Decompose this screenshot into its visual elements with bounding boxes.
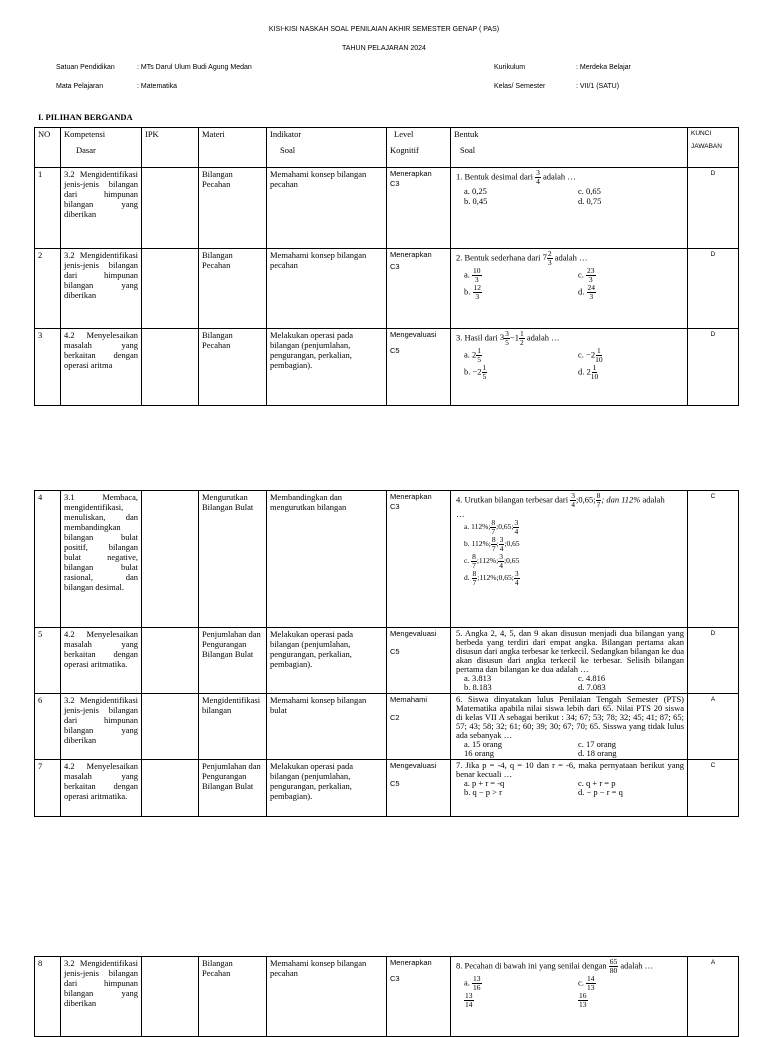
question-text: 3. Hasil dari (456, 332, 498, 343)
option-b: b. 0,45 (464, 196, 488, 206)
option-c: c. $\frac{8}{7}$ ;112%; $\frac{3}{4}$ ;0,65 (464, 552, 520, 570)
option-c: c. q + r = p (578, 778, 616, 788)
row-no: 3 (35, 329, 61, 406)
fraction: $\frac{3}{4}$ (536, 168, 540, 186)
answer-options (454, 519, 684, 587)
answer-key: C (688, 760, 739, 817)
document-subtitle: TAHUN PELAJARAN 2024 (342, 45, 426, 52)
row-kompetensi: 3.1 Membaca, mengidentifikasi, menuliskan, dan membandingkan bilangan bulat positif, bilangan bulat negative, bilangan bulat rasional, dan bilangan desimal. (61, 491, 142, 628)
option-a: a. $\frac{10}{3}$ (464, 266, 481, 284)
satuan-value: : MTs Darul Ulum Budi Agung Medan (137, 64, 252, 71)
level-name: Mengevaluasi (390, 761, 437, 770)
option-a: a. 112%; $\frac{8}{7}$ ;0,65; $\frac{3}{4}$ (464, 518, 519, 536)
answer-options (454, 674, 684, 692)
operator: −1 (509, 332, 519, 343)
row-question (451, 249, 688, 329)
row-indikator: Memahami konsep bilangan pecahan (267, 249, 387, 329)
table-row (35, 491, 739, 628)
answer-key: D (688, 168, 739, 249)
table-row (35, 760, 739, 817)
option-a: a. 15 orang (464, 739, 503, 749)
row-ipk (142, 168, 199, 249)
level-code: C3 (390, 502, 400, 511)
row-materi: Bilangan Pecahan (199, 249, 267, 329)
col-level-header (387, 128, 451, 168)
question-stem (454, 958, 684, 975)
row-kompetensi: 4.2 Menyelesaikan masalah yang berkaitan dengan operasi aritmatika. (61, 760, 142, 817)
row-kompetensi: 3.2 Mengidentifikasi jenis-jenis bilangan dari himpunan bilangan yang diberikan (61, 957, 142, 1037)
kisi-table-part-2 (34, 490, 739, 817)
option-a: a. 0,25 (464, 186, 487, 196)
col-ipk-header: IPK (142, 128, 199, 168)
col-indikator-header (267, 128, 387, 168)
kurikulum-label: Kurikulum (494, 64, 526, 71)
answer-options (454, 186, 684, 206)
level-code: C5 (390, 346, 400, 355)
row-no: 8 (35, 957, 61, 1037)
question-suffix: adalah … (542, 171, 576, 182)
answer-options (454, 975, 684, 1009)
table-header-row (35, 128, 739, 168)
answer-key: A (688, 957, 739, 1037)
table-row (35, 329, 739, 406)
row-level (387, 491, 451, 628)
option-c: c. 0,65 (578, 186, 601, 196)
question-text: 7. Jika p = -4, q = 10 dan r = -6, maka pernyataan berikut yang benar kecuali … (456, 760, 684, 779)
indikator-soal-label: Soal (280, 145, 296, 155)
level-code: C5 (390, 779, 400, 788)
option-b: $\frac{13}{14}$ (465, 991, 473, 1009)
mapel-label: Mata Pelajaran (56, 83, 104, 90)
option-b: b. −2 $\frac{1}{5}$ (464, 363, 487, 381)
question-text: 5. Angka 2, 4, 5, dan 9 akan disusun menjadi dua bilangan yang berbeda yang terdiri dari empat angka. Bilangan pertama akan disusun dari angka terbesar ke terkecil. Sedangkan bilangan ke dua akan disusun dari angka terkecil ke terbesar. Selisih bilangan pertama dan bilangan ke dua adalah … (456, 628, 685, 674)
row-question (451, 168, 688, 249)
row-materi: Bilangan Pecahan (199, 957, 267, 1037)
option-c: c. 17 orang (578, 739, 617, 749)
row-indikator: Memahami konsep bilangan pecahan (267, 957, 387, 1037)
table-row (35, 957, 739, 1037)
row-kompetensi: 3.2 Mengidentifikasi jenis-jenis bilangan dari himpunan bilangan yang diberikan (61, 694, 142, 760)
row-materi: Bilangan Pecahan (199, 329, 267, 406)
answer-options (454, 267, 684, 301)
level-name: Memahami (390, 695, 428, 704)
option-b: 16 orang (464, 748, 494, 758)
col-materi-header: Materi (199, 128, 267, 168)
question-stem: 4. Urutkan bilangan terbesar dari $\frac{3}{4}$ ;0,65; $\frac{8}{7}$ ; dan 112% adalah … (456, 491, 665, 519)
row-indikator: Melakukan operasi pada bilangan (penjumlahan, pengurangan, perkalian, pembagian). (267, 628, 387, 694)
kelas-value: : VII/1 (SATU) (576, 83, 620, 90)
col-kompetensi-header (61, 128, 142, 168)
question-stem (454, 250, 684, 267)
question-stem (454, 330, 684, 347)
row-materi: Mengidentifikasi bilangan (199, 694, 267, 760)
level-code: C3 (390, 262, 400, 271)
row-indikator: Melakukan operasi pada bilangan (penjumlahan, pengurangan, perkalian, pembagian). (267, 329, 387, 406)
level-label: Level (394, 129, 414, 139)
option-d: d. $\frac{8}{7}$ ;112%;0,65; $\frac{3}{4}$ (464, 569, 519, 587)
row-materi: Penjumlahan dan Pengurangan Bilangan Bulat (199, 628, 267, 694)
row-indikator: Membandingkan dan mengurutkan bilangan (267, 491, 387, 628)
bentuk-soal-label: Soal (460, 145, 476, 155)
option-c: c. $\frac{14}{13}$ (578, 974, 595, 992)
question-suffix: adalah (642, 494, 665, 505)
kisi-table-part-1 (34, 127, 739, 406)
option-d: d. 2 $\frac{1}{10}$ (578, 363, 599, 381)
row-level (387, 329, 451, 406)
row-question (451, 628, 688, 694)
row-question (451, 957, 688, 1037)
row-ipk (142, 760, 199, 817)
document-title: KISI-KISI NASKAH SOAL PENILAIAN AKHIR SEMESTER GENAP ( PAS) (268, 26, 500, 33)
answer-key: C (688, 491, 739, 628)
answer-options (454, 740, 684, 758)
row-kompetensi: 4.2 Menyelesaikan masalah yang berkaitan dengan operasi aritma (61, 329, 142, 406)
col-bentuk-header (451, 128, 688, 168)
question-text: 1. Bentuk desimal dari (456, 171, 533, 182)
row-level (387, 694, 451, 760)
option-a: a. 2 $\frac{1}{5}$ (464, 346, 482, 364)
kelas-label: Kelas/ Semester (494, 83, 546, 90)
option-d: d. 7.083 (578, 682, 606, 692)
level-code: C5 (390, 647, 400, 656)
row-materi: Mengurutkan Bilangan Bulat (199, 491, 267, 628)
row-ipk (142, 491, 199, 628)
row-no: 2 (35, 249, 61, 329)
answer-key: A (688, 694, 739, 760)
answer-key: D (688, 329, 739, 406)
row-question (451, 760, 688, 817)
mapel-value: : Matematika (137, 83, 178, 90)
table-row (35, 694, 739, 760)
row-ipk (142, 957, 199, 1037)
answer-key: D (688, 249, 739, 329)
level-code: C3 (390, 974, 400, 983)
row-indikator: Memahami konsep bilangan pecahan (267, 168, 387, 249)
table-row (35, 628, 739, 694)
question-suffix: adalah … (620, 960, 654, 971)
kisi-table-part-3 (34, 956, 739, 1037)
option-d: d. 0,75 (578, 196, 602, 206)
row-level (387, 957, 451, 1037)
answer-options (454, 347, 684, 381)
kurikulum-value: : Merdeka Belajar (576, 64, 631, 71)
row-no: 1 (35, 168, 61, 249)
row-no: 7 (35, 760, 61, 817)
row-level (387, 760, 451, 817)
row-level (387, 628, 451, 694)
row-indikator: Memahami konsep bilangan bulat (267, 694, 387, 760)
row-ipk (142, 628, 199, 694)
level-name: Menerapkan (390, 250, 432, 259)
row-kompetensi: 4.2 Menyelesaikan masalah yang berkaitan dengan operasi aritmatika. (61, 628, 142, 694)
question-text: 2. Bentuk sederhana dari (456, 252, 541, 263)
question-text: 8. Pecahan di bawah ini yang senilai dengan (456, 960, 607, 971)
row-indikator: Melakukan operasi pada bilangan (penjumlahan, pengurangan, perkalian, pembagian). (267, 760, 387, 817)
row-question (451, 329, 688, 406)
level-name: Mengevaluasi (390, 330, 437, 339)
mixed-number: 7 $\frac{2}{3}$ (542, 249, 552, 267)
answer-options (454, 779, 684, 797)
row-no: 4 (35, 491, 61, 628)
kognitif-label: Kognitif (390, 145, 419, 155)
level-code: C2 (390, 713, 400, 722)
table-row (35, 168, 739, 249)
kunci-label: KUNCI (691, 130, 712, 137)
option-b: b. q − p > r (464, 787, 502, 797)
col-no-header: NO (35, 128, 61, 168)
row-kompetensi: 3.2 Mengidentifikasi jenis-jenis bilangan dari himpunan bilangan yang diberikan (61, 168, 142, 249)
row-materi: Penjumlahan dan Pengurangan Bilangan Bulat (199, 760, 267, 817)
option-d: d. $\frac{24}{3}$ (578, 283, 595, 301)
option-a: a. $\frac{13}{16}$ (464, 974, 481, 992)
row-level (387, 168, 451, 249)
question-suffix: adalah … (554, 252, 588, 263)
row-level (387, 249, 451, 329)
option-d: d. − p − r = q (578, 787, 623, 797)
row-no: 6 (35, 694, 61, 760)
fraction: $\frac{1}{2}$ (519, 329, 524, 347)
mixed-number: 3 $\frac{3}{5}$ (499, 329, 509, 347)
row-question (451, 694, 688, 760)
option-b: b. $\frac{12}{3}$ (464, 283, 481, 301)
row-no: 5 (35, 628, 61, 694)
option-c: c. $\frac{23}{3}$ (578, 266, 595, 284)
question-text: 6. Siswa dinyatakan lulus Penilaian Tengah Semester (PTS) Matematika apabila nilai siswa lebih dari 65. Nilai PTS 20 siswa di kelas VII A sebagai berikut : 34; 67; 53; 78; 32; 45; 41; 87; 65; 57; 43; 58; 32; 61; 60; 39; 30; 67; 70; 65. Sisswa yang tidak lulus ada sebanyak … (456, 694, 684, 740)
answer-key: D (688, 628, 739, 694)
row-ipk (142, 249, 199, 329)
indikator-label: Indikator (270, 129, 302, 139)
bentuk-label: Bentuk (454, 129, 479, 139)
section-heading: I. PILIHAN BERGANDA (38, 112, 133, 122)
table-row (35, 249, 739, 329)
row-ipk (142, 694, 199, 760)
row-question (451, 491, 688, 628)
level-name: Menerapkan (390, 958, 432, 967)
question-text: 4. Urutkan bilangan terbesar dari (456, 494, 569, 505)
row-ipk (142, 329, 199, 406)
option-d: d. 18 orang (578, 748, 617, 758)
option-b: b. 8.183 (464, 682, 492, 692)
dasar-label: Dasar (76, 145, 96, 155)
level-name: Menerapkan (390, 492, 432, 501)
satuan-label: Satuan Pendidikan (56, 64, 115, 71)
level-code: C3 (390, 179, 400, 188)
option-c: c. −2 $\frac{1}{10}$ (578, 346, 603, 364)
option-c: c. 4.816 (578, 673, 606, 683)
option-a: a. p + r = -q (464, 778, 505, 788)
level-name: Menerapkan (390, 169, 432, 178)
option-d: $\frac{16}{13}$ (579, 991, 587, 1009)
kompetensi-label: Kompetensi (64, 129, 106, 139)
jawaban-label: JAWABAN (691, 143, 722, 150)
level-name: Mengevaluasi (390, 629, 437, 638)
option-a: a. 3.813 (464, 673, 492, 683)
question-suffix: adalah … (526, 332, 560, 343)
question-stem (454, 169, 684, 186)
fraction: $\frac{65}{80}$ (609, 957, 618, 975)
option-b: b. 112%; $\frac{8}{7}$ ; $\frac{3}{4}$ ;0,65 (464, 535, 520, 553)
col-kunci-header (688, 128, 739, 168)
row-kompetensi: 3.2 Mengidentifikasi jenis-jenis bilangan dari himpunan bilangan yang diberikan (61, 249, 142, 329)
row-materi: Bilangan Pecahan (199, 168, 267, 249)
